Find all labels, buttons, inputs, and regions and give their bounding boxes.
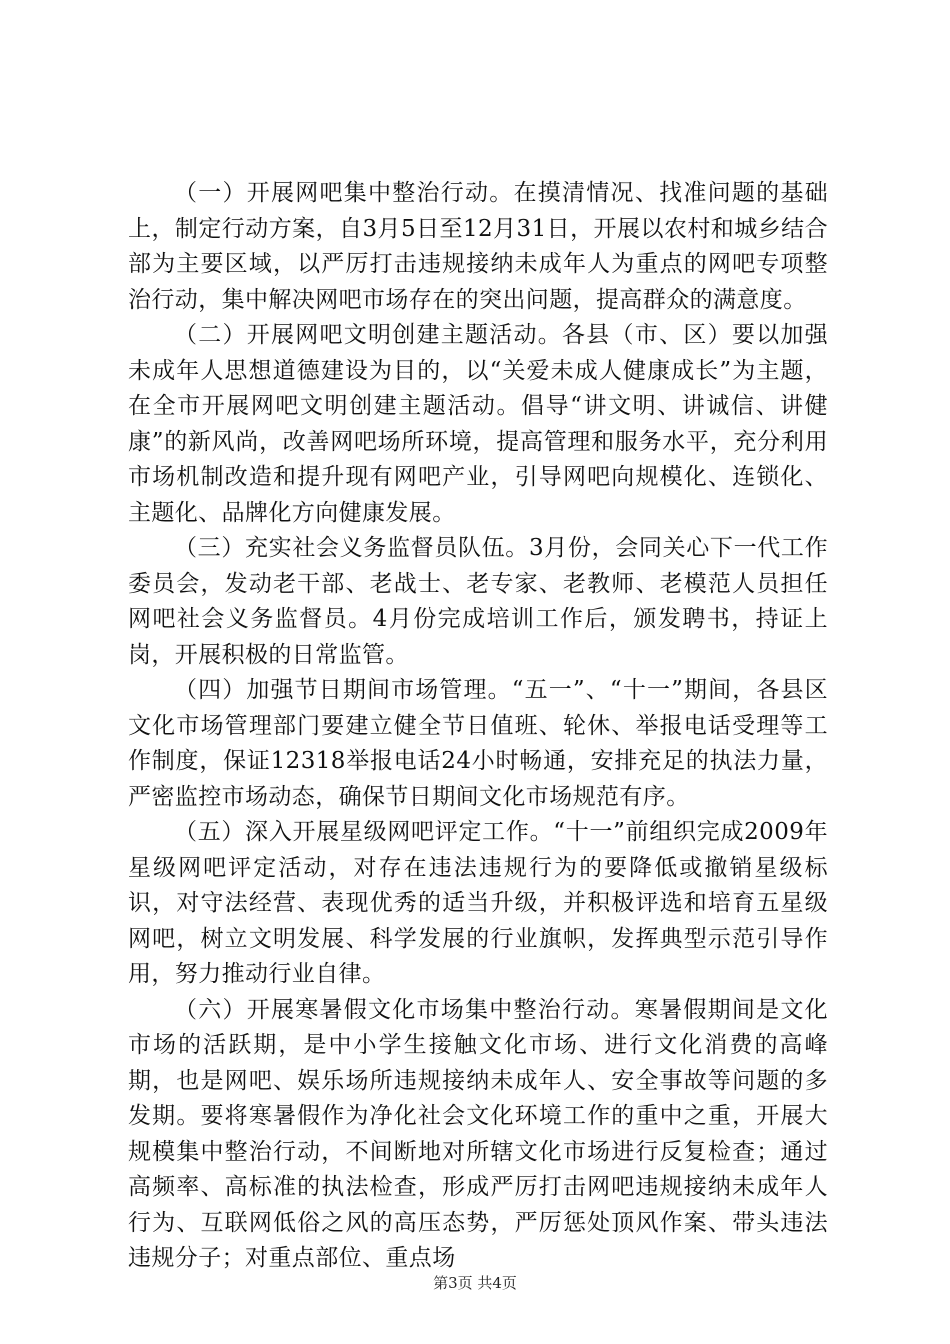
page-number-label: 第3页 共4页 (433, 1274, 517, 1292)
paragraph-4: （四）加强节日期间市场管理。“五一”、“十一”期间，各县区文化市场管理部门要建立健全节日值班、轮休、举报电话受理等工作制度，保证12318举报电话24小时畅通，安排充足的执法力量，严密监控市场动态，确保节日期间文化市场规范有序。 (128, 677, 828, 810)
paragraph-5: （五）深入开展星级网吧评定工作。“十一”前组织完成2009年星级网吧评定活动，对存在违法违规行为的要降低或撤销星级标识，对守法经营、表现优秀的适当升级，并积极评选和培育五星级网吧，树立文明发展、科学发展的行业旗帜，发挥典型示范引导作用，努力推动行业自律。 (128, 819, 828, 987)
paragraph-1: （一）开展网吧集中整治行动。在摸清情况、找准问题的基础上，制定行动方案，自3月5日至12月31日，开展以农村和城乡结合部为主要区域，以严厉打击违规接纳未成年人为重点的网吧专项整治行动，集中解决网吧市场存在的突出问题，提高群众的满意度。 (128, 180, 828, 313)
paragraph-6: （六）开展寒暑假文化市场集中整治行动。寒暑假期间是文化市场的活跃期，是中小学生接触文化市场、进行文化消费的高峰期，也是网吧、娱乐场所违规接纳未成年人、安全事故等问题的多发期。要将寒暑假作为净化社会文化环境工作的重中之重，开展大规模集中整治行动，不间断地对所辖文化市场进行反复检查；通过高频率、高标准的执法检查，形成严厉打击网吧违规接纳未成年人行为、互联网低俗之风的高压态势，严厉惩处顶风作案、带头违法违规分子；对重点部位、重点场 (128, 996, 828, 1271)
page-footer (0, 1273, 950, 1293)
paragraph-2: （二）开展网吧文明创建主题活动。各县（市、区）要以加强未成年人思想道德建设为目的，以“关爱未成人健康成长”为主题，在全市开展网吧文明创建主题活动。倡导“讲文明、讲诚信、讲健康”的新风尚，改善网吧场所环境，提高管理和服务水平，充分利用市场机制改造和提升现有网吧产业，引导网吧向规模化、连锁化、主题化、品牌化方向健康发展。 (128, 322, 828, 526)
paragraph-3: （三）充实社会义务监督员队伍。3月份，会同关心下一代工作委员会，发动老干部、老战士、老专家、老教师、老模范人员担任网吧社会义务监督员。4月份完成培训工作后，颁发聘书，持证上岗，开展积极的日常监管。 (128, 535, 828, 668)
document-body (128, 176, 828, 1277)
